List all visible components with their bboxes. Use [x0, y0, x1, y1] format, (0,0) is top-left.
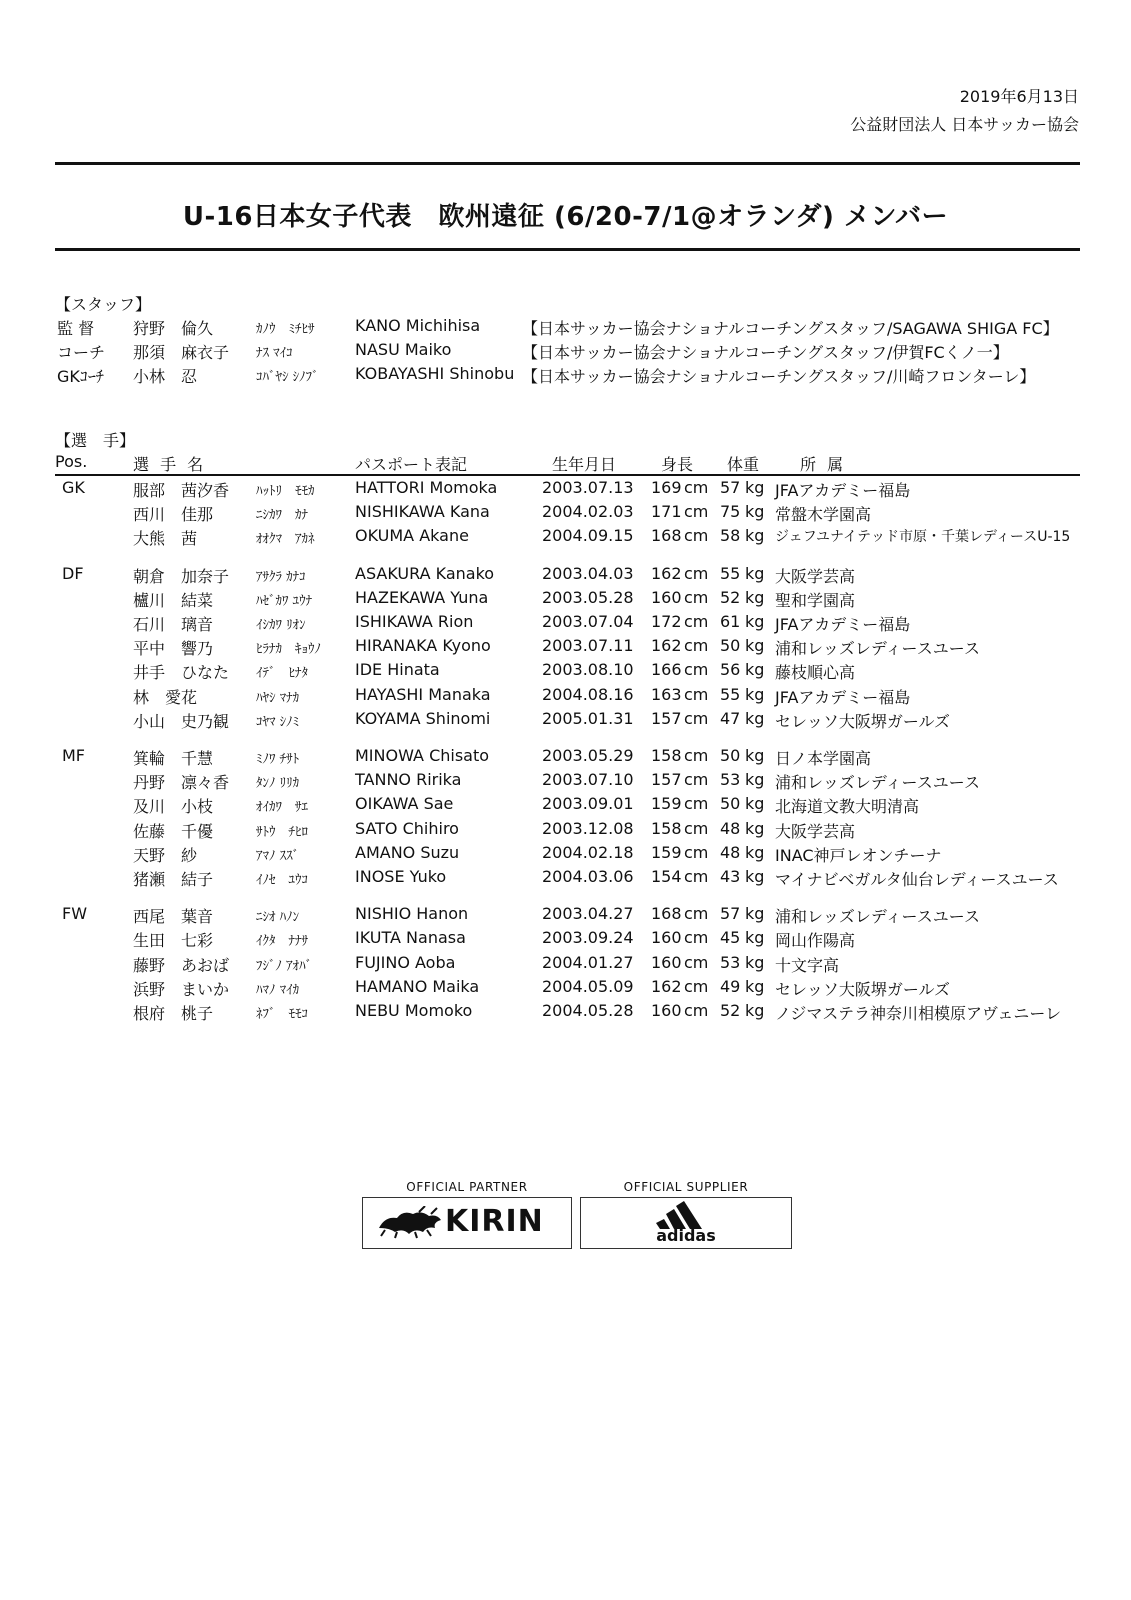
player-passport-name: HATTORI Momoka: [355, 478, 498, 497]
player-passport-name: ISHIKAWA Rion: [355, 612, 474, 631]
player-club: JFAアカデミー福島: [775, 687, 911, 707]
table-row: [0, 1001, 1131, 1025]
player-club: 岡山作陽高: [775, 931, 856, 951]
player-height: 158: [651, 746, 682, 765]
height-unit: cm: [684, 1001, 709, 1020]
player-passport-name: IDE Hinata: [355, 660, 440, 680]
weight-unit: kg: [745, 563, 765, 583]
player-height: 160: [651, 928, 682, 948]
player-passport-name: OKUMA Akane: [355, 526, 469, 546]
player-weight: 53: [720, 770, 741, 790]
player-name: 生田 七彩: [133, 931, 214, 951]
player-kana: ｲﾉｾ ﾕｳｺ: [256, 873, 309, 888]
position-label: DF: [62, 563, 84, 583]
player-club: 十文字高: [775, 955, 840, 975]
player-club: 日ノ本学園高: [775, 749, 872, 768]
weight-unit: kg: [745, 746, 765, 765]
document-date: 2019年6月13日: [959, 87, 1079, 106]
player-kana: ﾊﾏﾉ ﾏｲｶ: [256, 982, 300, 998]
players-section-label: 【選 手】: [55, 431, 136, 450]
staff-kana: ｶﾉｳ ﾐﾁﾋｻ: [256, 322, 315, 337]
player-dob: 2003.09.24: [542, 928, 634, 948]
player-height: 168: [651, 526, 682, 546]
table-row: [0, 977, 1131, 1001]
weight-unit: kg: [745, 636, 765, 656]
player-passport-name: TANNO Ririka: [355, 770, 462, 790]
player-kana: ﾀﾝﾉ ﾘﾘｶ: [256, 776, 300, 792]
weight-unit: kg: [745, 708, 765, 728]
table-row: [0, 685, 1131, 709]
player-height: 158: [651, 818, 682, 838]
player-height: 159: [651, 842, 682, 862]
player-club: JFAアカデミー福島: [775, 615, 911, 634]
col-height: 身長: [661, 455, 694, 474]
table-row: [0, 867, 1131, 891]
height-unit: cm: [684, 842, 709, 862]
player-kana: ｺﾔﾏ ｼﾉﾐ: [256, 714, 300, 730]
organization-name: 公益財団法人 日本サッカー協会: [850, 115, 1079, 134]
player-club: JFAアカデミー福島: [775, 481, 911, 500]
table-row: [0, 928, 1131, 952]
player-dob: 2003.07.04: [542, 612, 634, 631]
staff-section-label: 【スタッフ】: [55, 295, 152, 314]
player-club: セレッソ大阪堺ガールズ: [775, 979, 951, 999]
kirin-beast-icon: [375, 1206, 445, 1240]
player-dob: 2005.01.31: [542, 708, 634, 728]
weight-unit: kg: [745, 818, 765, 838]
player-name: 西尾 葉音: [133, 907, 214, 927]
height-unit: cm: [684, 770, 709, 790]
player-kana: ﾋﾗﾅｶ ｷｮｳﾉ: [256, 642, 322, 658]
player-name: 丹野 凛々香: [133, 773, 230, 793]
player-dob: 2003.09.01: [542, 794, 634, 814]
player-weight: 43: [720, 867, 741, 886]
player-weight: 75: [720, 502, 741, 522]
player-height: 162: [651, 976, 682, 996]
player-club: マイナビベガルタ仙台レディースユース: [775, 870, 1059, 889]
player-dob: 2003.07.10: [542, 770, 634, 790]
player-kana: ﾆｼｶﾜ ｶﾅ: [256, 508, 309, 524]
player-passport-name: AMANO Suzu: [355, 842, 460, 862]
table-row: [0, 660, 1131, 684]
player-weight: 50: [720, 794, 741, 814]
player-height: 160: [651, 1001, 682, 1020]
adidas-logo-box: [580, 1197, 792, 1249]
table-row: [0, 843, 1131, 867]
weight-unit: kg: [745, 952, 765, 972]
player-name: 平中 響乃: [133, 639, 214, 659]
player-passport-name: OIKAWA Sae: [355, 794, 454, 814]
col-weight: 体重: [727, 455, 760, 474]
height-unit: cm: [684, 526, 709, 546]
player-passport-name: FUJINO Aoba: [355, 952, 456, 972]
player-weight: 55: [720, 563, 741, 583]
player-weight: 61: [720, 612, 741, 631]
table-row: [0, 904, 1131, 928]
player-height: 157: [651, 770, 682, 790]
player-kana: ｵｲｶﾜ ｻｴ: [256, 800, 309, 816]
player-kana: ﾐﾉﾜ ﾁｻﾄ: [256, 752, 300, 767]
player-height: 154: [651, 867, 682, 886]
player-club: INAC神戸レオンチーナ: [775, 845, 942, 865]
player-name: 根府 桃子: [133, 1004, 214, 1023]
player-dob: 2003.12.08: [542, 818, 634, 838]
weight-unit: kg: [745, 478, 765, 497]
player-dob: 2004.02.03: [542, 502, 634, 522]
player-height: 172: [651, 612, 682, 631]
player-height: 166: [651, 660, 682, 680]
player-height: 162: [651, 563, 682, 583]
partner-label: OFFICIAL PARTNER: [406, 1180, 528, 1194]
player-name: 井手 ひなた: [133, 663, 230, 683]
player-name: 浜野 まいか: [133, 979, 230, 999]
player-kana: ｲｸﾀ ﾅﾅｻ: [256, 934, 309, 950]
table-row: [0, 612, 1131, 636]
table-row: [0, 526, 1131, 550]
table-row: [0, 953, 1131, 977]
table-row: [0, 636, 1131, 660]
player-dob: 2004.02.18: [542, 842, 634, 862]
player-weight: 58: [720, 526, 741, 546]
player-passport-name: HIRANAKA Kyono: [355, 636, 491, 656]
page-title: U-16日本女子代表 欧州遠征 (6/20-7/1@オランダ) メンバー: [182, 202, 949, 232]
player-dob: 2004.03.06: [542, 867, 634, 886]
player-kana: ﾆｼｵ ﾊﾉﾝ: [256, 910, 300, 926]
player-club: 常盤木学園高: [775, 505, 872, 525]
player-name: 猪瀬 結子: [133, 870, 214, 889]
staff-row: [0, 364, 1131, 388]
height-unit: cm: [684, 818, 709, 838]
weight-unit: kg: [745, 904, 765, 924]
weight-unit: kg: [745, 770, 765, 790]
staff-role: コーチ: [57, 343, 106, 362]
player-dob: 2004.05.28: [542, 1001, 634, 1020]
col-passport: パスポート表記: [355, 455, 468, 474]
player-club: 大阪学芸高: [775, 566, 856, 586]
player-passport-name: MINOWA Chisato: [355, 746, 490, 765]
position-label: GK: [62, 478, 85, 497]
player-club: セレッソ大阪堺ガールズ: [775, 711, 951, 731]
staff-kana: ﾅｽ ﾏｲｺ: [256, 346, 293, 361]
height-unit: cm: [684, 684, 709, 704]
player-passport-name: HAYASHI Manaka: [355, 684, 491, 704]
table-row: [0, 770, 1131, 794]
player-name: 佐藤 千優: [133, 821, 214, 841]
player-height: 168: [651, 904, 682, 924]
height-unit: cm: [684, 502, 709, 522]
player-kana: ﾈﾌﾞ ﾓﾓｺ: [256, 1007, 309, 1022]
height-unit: cm: [684, 636, 709, 656]
height-unit: cm: [684, 708, 709, 728]
player-kana: ｲﾃﾞ ﾋﾅﾀ: [256, 666, 309, 682]
player-weight: 57: [720, 904, 741, 924]
player-name: 櫨川 結菜: [133, 590, 214, 610]
player-dob: 2004.01.27: [542, 952, 634, 972]
player-name: 石川 璃音: [133, 615, 214, 634]
table-row: [0, 502, 1131, 526]
height-unit: cm: [684, 746, 709, 765]
col-club: 所 属: [800, 455, 847, 474]
player-kana: ｻﾄｳ ﾁﾋﾛ: [256, 824, 309, 840]
player-weight: 50: [720, 746, 741, 765]
staff-role: GKｺｰﾁ: [57, 367, 104, 386]
column-header-row: [0, 452, 1131, 474]
player-height: 160: [651, 952, 682, 972]
player-weight: 52: [720, 1001, 741, 1020]
player-name: 及川 小枝: [133, 797, 214, 817]
player-club: ジェフユナイテッド市原・千葉レディースU-15: [775, 529, 1071, 546]
player-dob: 2003.07.11: [542, 636, 634, 656]
player-kana: ｱﾏﾉ ｽｽﾞ: [256, 848, 300, 864]
player-name: 朝倉 加奈子: [133, 566, 230, 586]
col-name: 選 手 名: [133, 455, 207, 474]
weight-unit: kg: [745, 660, 765, 680]
staff-roman-name: KOBAYASHI Shinobu: [355, 364, 515, 383]
player-height: 169: [651, 478, 682, 497]
staff-roman-name: KANO Michihisa: [355, 316, 481, 335]
player-dob: 2003.05.29: [542, 746, 634, 765]
staff-affiliation: 【日本サッカー協会ナショナルコーチングスタッフ/川崎フロンターレ】: [522, 367, 1036, 386]
player-name: 箕輪 千慧: [133, 749, 214, 768]
player-club: 藤枝順心高: [775, 663, 856, 683]
player-name: 天野 紗: [133, 845, 198, 865]
weight-unit: kg: [745, 502, 765, 522]
player-weight: 45: [720, 928, 741, 948]
height-unit: cm: [684, 478, 709, 497]
staff-kana: ｺﾊﾞﾔｼ ｼﾉﾌﾞ: [256, 370, 319, 385]
player-dob: 2004.08.16: [542, 684, 634, 704]
player-club: 北海道文教大明清高: [775, 797, 920, 817]
player-weight: 50: [720, 636, 741, 656]
weight-unit: kg: [745, 1001, 765, 1020]
player-name: 藤野 あおば: [133, 955, 230, 975]
height-unit: cm: [684, 928, 709, 948]
player-height: 157: [651, 708, 682, 728]
player-passport-name: KOYAMA Shinomi: [355, 708, 491, 728]
player-dob: 2004.09.15: [542, 526, 634, 546]
table-row: [0, 478, 1131, 502]
player-dob: 2003.04.27: [542, 904, 634, 924]
player-dob: 2004.05.09: [542, 976, 634, 996]
player-passport-name: HAMANO Maika: [355, 976, 480, 996]
player-height: 163: [651, 684, 682, 704]
weight-unit: kg: [745, 928, 765, 948]
player-club: ノジマステラ神奈川相模原アヴェニーレ: [775, 1004, 1062, 1023]
player-kana: ﾊｯﾄﾘ ﾓﾓｶ: [256, 484, 315, 499]
adidas-stripes-icon: [656, 1201, 716, 1229]
player-name: 西川 佳那: [133, 505, 214, 525]
adidas-wordmark: adidas: [656, 1226, 716, 1245]
player-name: 小山 史乃観: [133, 711, 230, 731]
height-unit: cm: [684, 794, 709, 814]
player-weight: 57: [720, 478, 741, 497]
player-dob: 2003.05.28: [542, 587, 634, 607]
table-row: [0, 588, 1131, 612]
height-unit: cm: [684, 904, 709, 924]
position-label: FW: [62, 904, 88, 924]
weight-unit: kg: [745, 526, 765, 546]
height-unit: cm: [684, 612, 709, 631]
player-weight: 55: [720, 684, 741, 704]
staff-affiliation: 【日本サッカー協会ナショナルコーチングスタッフ/SAGAWA SHIGA FC】: [522, 319, 1059, 338]
staff-row: [0, 316, 1131, 340]
table-row: [0, 564, 1131, 588]
player-passport-name: IKUTA Nanasa: [355, 928, 466, 948]
weight-unit: kg: [745, 976, 765, 996]
player-club: 浦和レッズレディースユース: [775, 639, 980, 659]
table-row: [0, 746, 1131, 770]
player-passport-name: SATO Chihiro: [355, 818, 459, 838]
player-height: 159: [651, 794, 682, 814]
staff-affiliation: 【日本サッカー協会ナショナルコーチングスタッフ/伊賀FCくノ一】: [522, 343, 1009, 362]
player-kana: ﾌｼﾞﾉ ｱｵﾊﾞ: [256, 958, 313, 974]
weight-unit: kg: [745, 684, 765, 704]
player-passport-name: NISHIKAWA Kana: [355, 502, 490, 522]
player-passport-name: INOSE Yuko: [355, 867, 447, 886]
table-row: [0, 819, 1131, 843]
staff-row: [0, 340, 1131, 364]
player-passport-name: NEBU Momoko: [355, 1001, 473, 1020]
player-weight: 49: [720, 976, 741, 996]
position-label: MF: [62, 746, 86, 765]
table-row: [0, 709, 1131, 733]
player-passport-name: NISHIO Hanon: [355, 904, 469, 924]
player-height: 171: [651, 502, 682, 522]
staff-name: 狩野 倫久: [133, 319, 214, 338]
player-kana: ｵｵｸﾏ ｱｶﾈ: [256, 532, 315, 548]
player-club: 浦和レッズレディースユース: [775, 773, 980, 793]
height-unit: cm: [684, 587, 709, 607]
height-unit: cm: [684, 660, 709, 680]
player-weight: 53: [720, 952, 741, 972]
title-divider: [55, 248, 1080, 251]
staff-roman-name: NASU Maiko: [355, 340, 452, 359]
player-dob: 2003.04.03: [542, 563, 634, 583]
weight-unit: kg: [745, 612, 765, 631]
column-header-divider: [55, 474, 1080, 476]
player-kana: ｲｼｶﾜ ﾘｵﾝ: [256, 618, 306, 633]
player-name: 服部 茜汐香: [133, 481, 230, 500]
player-name: 大熊 茜: [133, 529, 198, 549]
player-height: 162: [651, 636, 682, 656]
player-club: 浦和レッズレディースユース: [775, 907, 980, 927]
weight-unit: kg: [745, 842, 765, 862]
staff-name: 那須 麻衣子: [133, 343, 230, 362]
height-unit: cm: [684, 563, 709, 583]
staff-name: 小林 忍: [133, 367, 198, 386]
player-dob: 2003.08.10: [542, 660, 634, 680]
player-weight: 52: [720, 587, 741, 607]
kirin-wordmark: KIRIN: [445, 1204, 544, 1239]
weight-unit: kg: [745, 794, 765, 814]
table-row: [0, 794, 1131, 818]
player-weight: 47: [720, 708, 741, 728]
player-kana: ﾊﾔｼ ﾏﾅｶ: [256, 690, 300, 706]
player-club: 聖和学園高: [775, 590, 856, 610]
player-club: 大阪学芸高: [775, 821, 856, 841]
staff-role: 監 督: [57, 319, 95, 338]
height-unit: cm: [684, 952, 709, 972]
player-passport-name: ASAKURA Kanako: [355, 563, 495, 583]
weight-unit: kg: [745, 587, 765, 607]
player-name: 林 愛花: [133, 687, 198, 707]
top-divider: [55, 162, 1080, 165]
col-dob: 生年月日: [552, 455, 617, 474]
supplier-label: OFFICIAL SUPPLIER: [623, 1180, 749, 1194]
player-weight: 48: [720, 842, 741, 862]
height-unit: cm: [684, 867, 709, 886]
player-height: 160: [651, 587, 682, 607]
player-kana: ﾊｾﾞｶﾜ ﾕｳﾅ: [256, 593, 313, 609]
player-weight: 48: [720, 818, 741, 838]
col-pos: Pos.: [55, 452, 88, 471]
weight-unit: kg: [745, 867, 765, 886]
player-kana: ｱｻｸﾗ ｶﾅｺ: [256, 569, 306, 585]
height-unit: cm: [684, 976, 709, 996]
player-weight: 56: [720, 660, 741, 680]
kirin-logo-box: [362, 1197, 572, 1249]
player-dob: 2003.07.13: [542, 478, 634, 497]
player-passport-name: HAZEKAWA Yuna: [355, 587, 489, 607]
